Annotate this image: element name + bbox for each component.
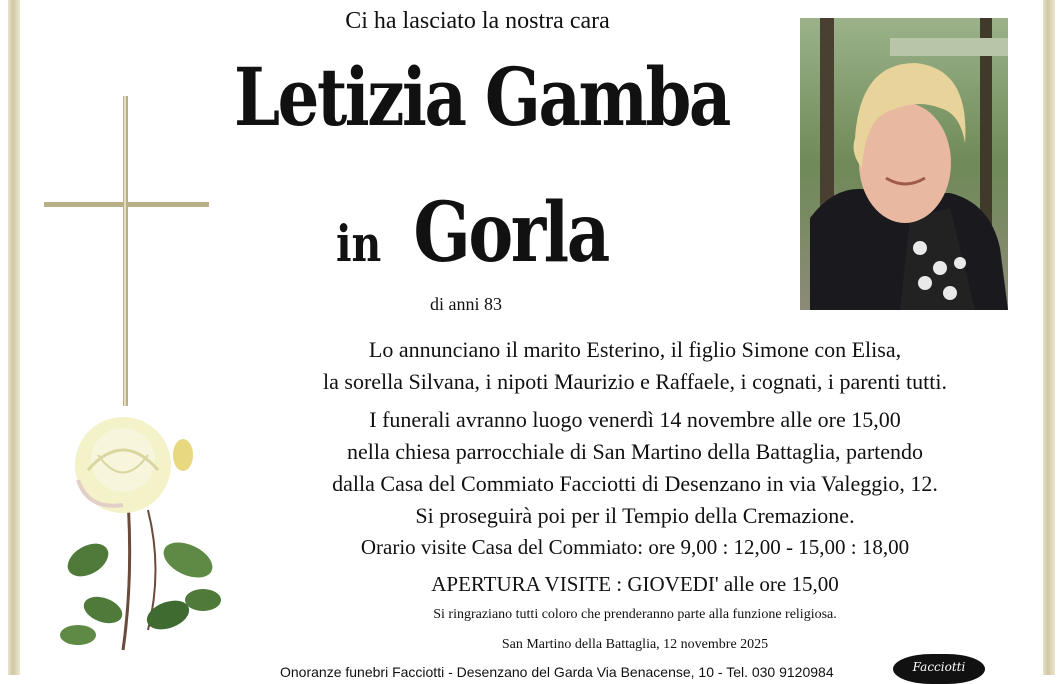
deceased-name: Letizia Gamba — [234, 50, 729, 144]
rose-illustration — [48, 410, 228, 660]
intro-text: Ci ha lasciato la nostra cara — [345, 8, 610, 34]
visiting-hours: Orario visite Casa del Commiato: ore 9,00 : 12,00 - 15,00 : 18,00 — [360, 535, 910, 559]
funeral-home-footer: Onoranze funebri Facciotti - Desenzano del Garda Via Benacense, 10 - Tel. 030 9120984 — [280, 664, 834, 680]
funeral-details-block — [240, 404, 1030, 532]
visits-opening: APERTURA VISITE : GIOVEDI' alle ore 15,00 — [431, 572, 839, 596]
cross-icon — [44, 96, 209, 406]
married-surname: Gorla — [412, 185, 608, 281]
funeral-line: dalla Casa del Commiato Facciotti di Desenzano in via Valeggio, 12. — [332, 471, 938, 496]
announcement-line: Lo annunciano il marito Esterino, il figlio Simone con Elisa, — [368, 337, 902, 362]
married-prefix: in — [336, 214, 382, 273]
announcement-block — [240, 334, 1030, 398]
funeral-line: I funerali avranno luogo venerdì 14 novembre alle ore 15,00 — [369, 407, 901, 432]
funeral-line: nella chiesa parrocchiale di San Martino della Battaglia, partendo — [346, 439, 924, 464]
frame-left-border — [8, 0, 20, 675]
frame-right-border — [1043, 0, 1055, 675]
place-date: San Martino della Battaglia, 12 novembre 2025 — [501, 637, 769, 652]
married-name — [200, 185, 760, 281]
portrait-photo — [800, 18, 1008, 310]
thanks-text: Si ringraziano tutti coloro che prenderanno parte alla funzione religiosa. — [433, 607, 837, 622]
announcement-line: la sorella Silvana, i nipoti Maurizio e Raffaele, i cognati, i parenti tutti. — [323, 369, 947, 394]
funeral-home-logo: Facciotti — [893, 654, 985, 684]
funeral-line: Si proseguirà poi per il Tempio della Cremazione. — [415, 503, 855, 528]
age-text: di anni 83 — [430, 294, 502, 314]
